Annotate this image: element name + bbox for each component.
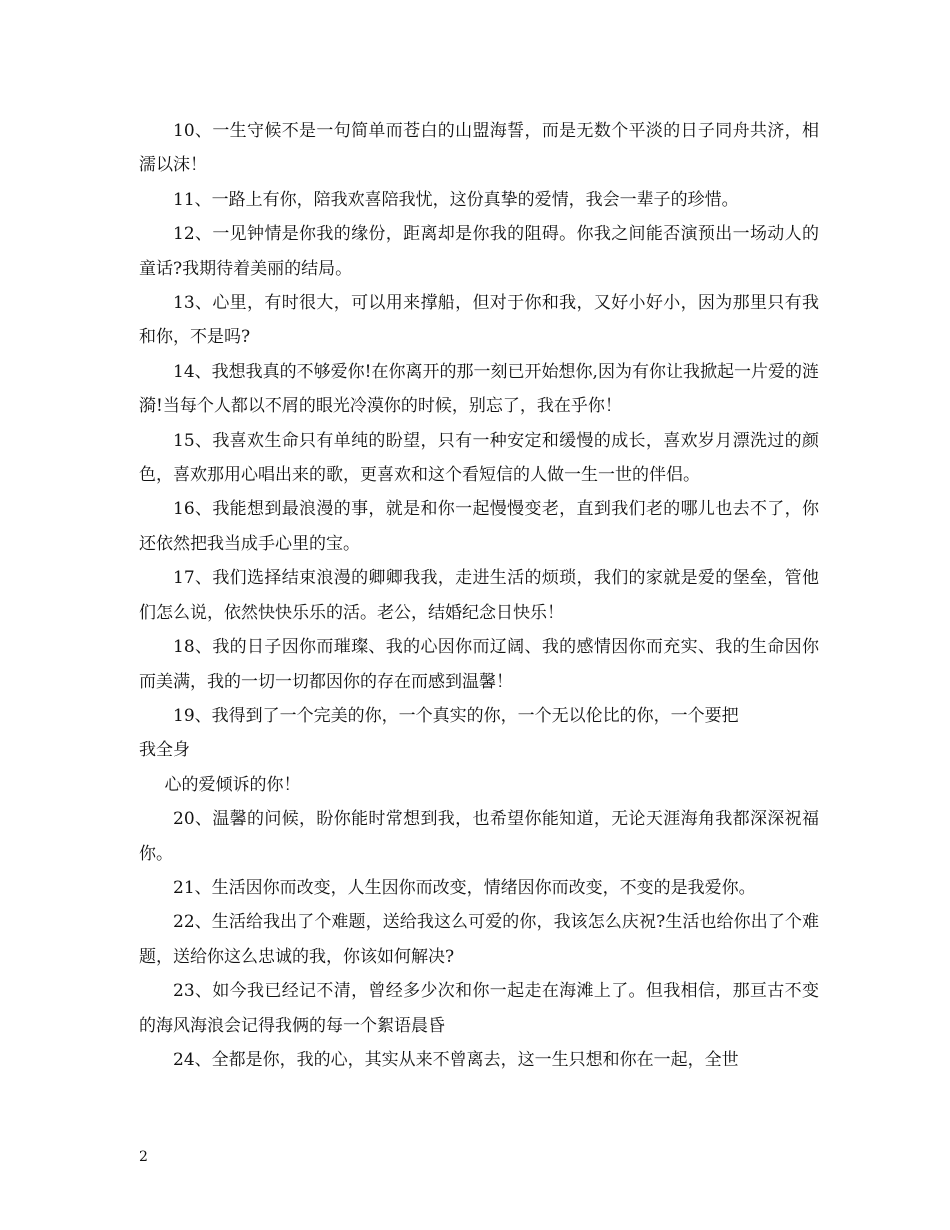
- paragraph-15: 15、我喜欢生命只有单纯的盼望，只有一种安定和缓慢的成长，喜欢岁月漂洗过的颜色，喜欢那用心唱出来的歌，更喜欢和这个看短信的人做一生一世的伴侣。: [139, 430, 819, 486]
- paragraph-18: 18、我的日子因你而璀璨、我的心因你而辽阔、我的感情因你而充实、我的生命因你而美满，我的一切一切都因你的存在而感到温馨！: [139, 637, 819, 692]
- paragraph-16: 16、我能想到最浪漫的事，就是和你一起慢慢变老，直到我们老的哪儿也去不了，你还依然把我当成手心里的宝。: [139, 499, 819, 554]
- paragraph-22: 22、生活给我出了个难题，送给我这么可爱的你，我该怎么庆祝?生活也给你出了个难题，送给你这么忠诚的我，你该如何解决?: [139, 912, 819, 967]
- paragraph-23: 23、如今我已经记不清，曾经多少次和你一起走在海滩上了。但我相信，那亘古不变的海风海浪会记得我俩的每一个絮语晨昏: [139, 981, 819, 1036]
- paragraph-10: 10、一生守候不是一句简单而苍白的山盟海誓，而是无数个平淡的日子同舟共济，相濡以沫！: [139, 121, 819, 176]
- paragraph-17: 17、我们选择结束浪漫的卿卿我我，走进生活的烦琐，我们的家就是爱的堡垒，管他们怎么说，依然快快乐乐的活。老公，结婚纪念日快乐！: [139, 568, 819, 623]
- paragraph-13: 13、心里，有时很大，可以用来撑船，但对于你和我，又好小好小，因为那里只有我和你，不是吗?: [139, 293, 819, 348]
- paragraph-11: 11、一路上有你，陪我欢喜陪我忧，这份真挚的爱情，我会一辈子的珍惜。: [173, 189, 739, 210]
- paragraph-14: 14、我想我真的不够爱你!在你离开的那一刻已开始想你,因为有你让我掀起一片爱的涟漪!当每个人都以不屑的眼光冷漠你的时候，别忘了，我在乎你！: [139, 361, 819, 417]
- paragraph-24: 24、全都是你，我的心，其实从来不曾离去，这一生只想和你在一起，全世: [173, 1049, 739, 1070]
- paragraph-12: 12、一见钟情是你我的缘份，距离却是你我的阻碍。你我之间能否演预出一场动人的童话?我期待着美丽的结局。: [139, 224, 819, 279]
- paragraph-19: 19、我得到了一个完美的你，一个真实的你，一个无以伦比的你，一个要把: [173, 705, 739, 726]
- body-text: [139, 114, 819, 1077]
- page-number: 2: [139, 1149, 148, 1165]
- paragraph-20: 20、温馨的问候，盼你能时常想到我，也希望你能知道，无论天涯海角我都深深祝福你。: [139, 809, 819, 864]
- paragraph-19-continued: 我全身: [139, 740, 190, 761]
- paragraph-21: 21、生活因你而改变，人生因你而改变，情绪因你而改变，不变的是我爱你。: [173, 877, 756, 898]
- paragraph-19-continued-2: 心的爱倾诉的你！: [164, 774, 301, 795]
